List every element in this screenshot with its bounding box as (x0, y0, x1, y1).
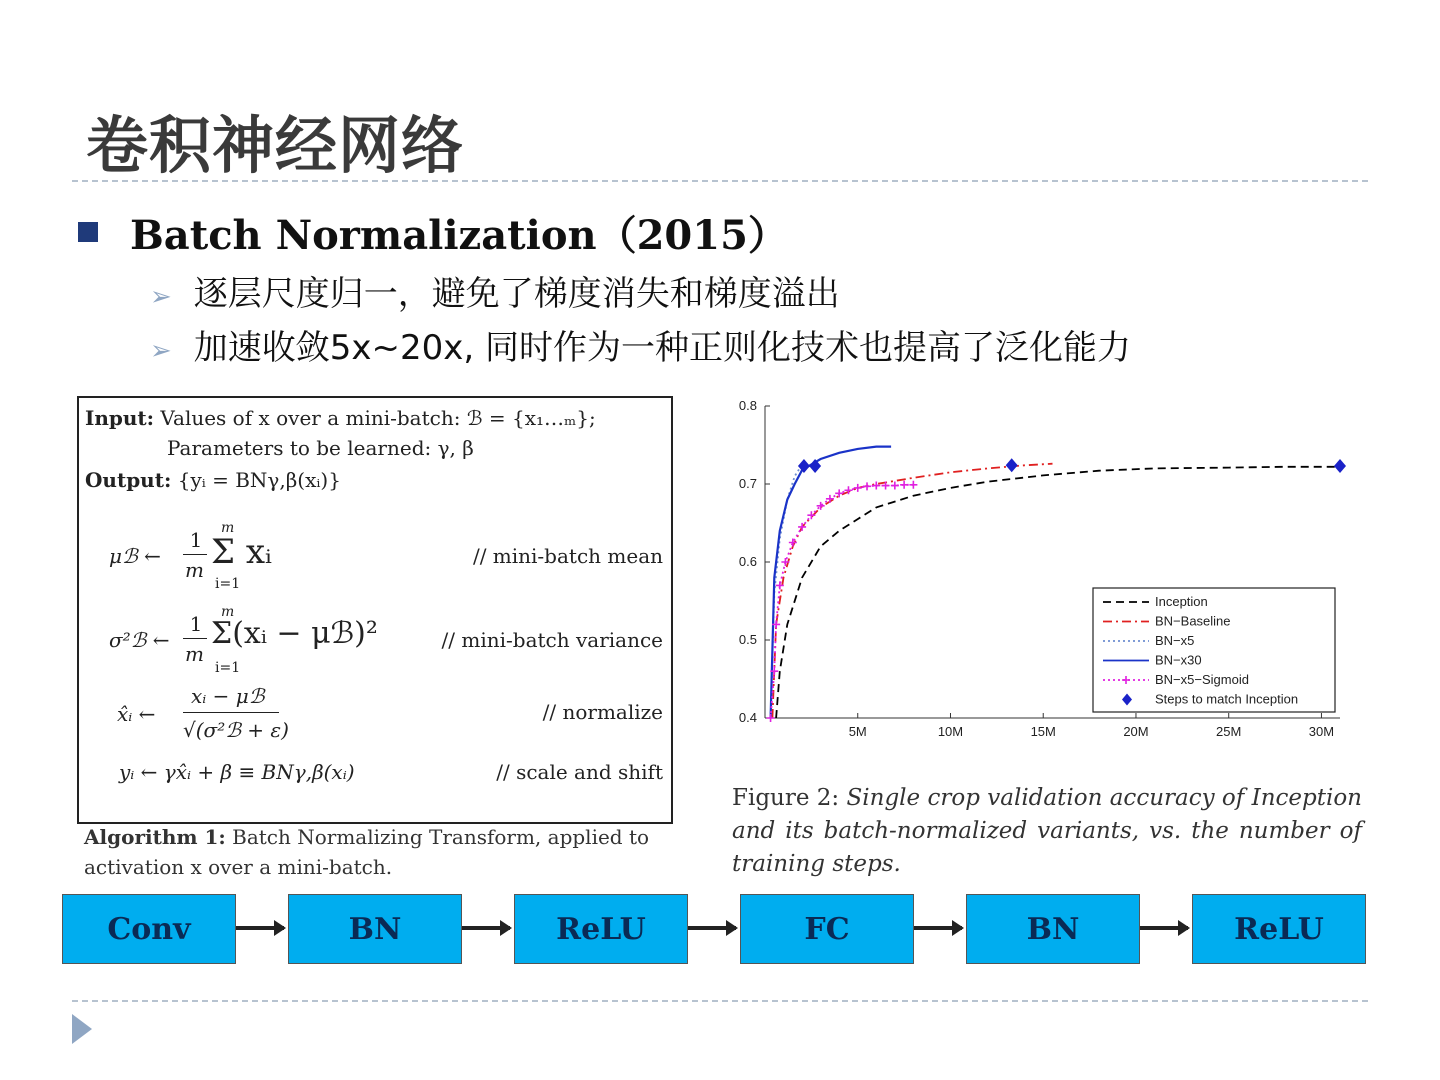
variance-lhs: σ²ℬ ← (109, 628, 170, 652)
output-label: Output: (85, 468, 172, 492)
next-slide-icon[interactable] (72, 1014, 92, 1044)
output-text: {yᵢ = BNγ,β(xᵢ)} (177, 468, 341, 492)
sigmoid-plus-marker (854, 484, 862, 492)
variance-formula: Σ(xᵢ − μℬ)² (211, 616, 378, 651)
algorithm-caption-label: Algorithm 1: (84, 825, 226, 849)
x-tick-label: 10M (937, 724, 964, 739)
sub-bullet-1 (150, 266, 840, 315)
variance-frac-num: 1 (189, 612, 203, 636)
x-tick-label: 20M (1123, 724, 1149, 739)
x-tick-label: 30M (1308, 724, 1335, 739)
normalize-comment: // normalize (542, 700, 663, 724)
flow-arrow (688, 926, 736, 930)
sigmoid-plus-marker (900, 481, 908, 489)
sigmoid-plus-marker (891, 482, 899, 490)
algorithm-caption (84, 822, 674, 882)
sigmoid-plus-marker (863, 482, 871, 490)
accuracy-chart (725, 392, 1355, 752)
bottom-divider (72, 1000, 1368, 1002)
sigmoid-plus-marker (789, 539, 797, 547)
y-tick-label: 0.5 (738, 632, 757, 647)
flow-box-relu-2: ReLU (1192, 894, 1366, 964)
section-heading: Batch Normalization（2015） (130, 212, 788, 259)
flow-box-fc: FC (740, 894, 914, 964)
scale-shift-comment: // scale and shift (496, 760, 663, 784)
match-inception-marker (1334, 459, 1346, 473)
sub-bullet-text: 逐层尺度归一，避免了梯度消失和梯度溢出 (193, 274, 840, 314)
legend-label: BN−x5−Sigmoid (1155, 672, 1249, 687)
flow-box-bn: BN (288, 894, 462, 964)
mean-sum-bot: i=1 (215, 576, 241, 592)
flow-arrow (1140, 926, 1188, 930)
x-tick-label: 5M (848, 724, 867, 739)
scale-shift-formula: yᵢ ← γx̂ᵢ + β ≡ BNγ,β(xᵢ) (119, 760, 355, 784)
match-inception-marker (809, 459, 821, 473)
algorithm-caption-text: Batch Normalizing Transform, applied to activation x over a mini-batch. (84, 825, 650, 879)
y-tick-label: 0.6 (738, 554, 757, 569)
variance-frac-bar (183, 638, 207, 639)
sub-bullet-text: 加速收敛5x~20x, 同时作为一种正则化技术也提高了泛化能力 (193, 328, 1132, 368)
sigmoid-plus-marker (807, 511, 815, 519)
x-tick-label: 15M (1030, 724, 1056, 739)
sigmoid-plus-marker (798, 523, 806, 531)
normalize-frac-bar (183, 712, 279, 713)
mean-formula: Σ xᵢ (211, 532, 272, 572)
figure-caption-text: Single crop validation accuracy of Inception and its batch-normalized variants, vs. the number of training steps. (732, 785, 1362, 877)
series-line-bn-x30 (771, 447, 892, 718)
sigmoid-plus-marker (909, 481, 917, 489)
variance-frac-den: m (185, 642, 204, 666)
sigmoid-plus-marker (835, 489, 843, 497)
legend-label: BN−x5 (1155, 633, 1195, 648)
y-tick-label: 0.7 (738, 476, 757, 491)
figure-caption-label: Figure 2: (732, 785, 840, 811)
variance-sum-top: m (221, 604, 235, 620)
normalize-frac-num: xᵢ − μℬ (191, 684, 265, 708)
arrow-bullet-icon: ➢ (150, 336, 172, 366)
figure-caption (732, 782, 1362, 881)
flow-box-conv: Conv (62, 894, 236, 964)
sub-bullet-2 (150, 320, 1131, 369)
mean-frac-den: m (185, 558, 204, 582)
flow-arrow (236, 926, 284, 930)
flow-arrow (914, 926, 962, 930)
top-divider (72, 180, 1368, 182)
mean-frac-num: 1 (189, 528, 203, 552)
algorithm-box (77, 396, 673, 824)
normalize-frac-den: √(σ²ℬ + ε) (183, 718, 289, 742)
y-tick-label: 0.8 (738, 398, 757, 413)
y-tick-label: 0.4 (738, 710, 757, 725)
slide-title: 卷积神经网络 (86, 109, 465, 182)
mean-sum-top: m (221, 520, 235, 536)
normalize-lhs: x̂ᵢ ← (117, 702, 156, 726)
legend-label: BN−x30 (1155, 652, 1202, 668)
legend-label: Steps to match Inception (1155, 691, 1299, 707)
arrow-bullet-icon: ➢ (150, 282, 172, 312)
match-inception-marker (1006, 458, 1018, 472)
mean-lhs: μℬ ← (109, 544, 161, 568)
match-inception-marker (798, 459, 810, 473)
variance-sum-bot: i=1 (215, 660, 241, 676)
x-tick-label: 25M (1216, 724, 1242, 739)
input-label: Input: (85, 406, 155, 430)
flow-box-bn-2: BN (966, 894, 1140, 964)
flow-box-relu: ReLU (514, 894, 688, 964)
legend-label: Inception (1155, 594, 1208, 609)
params-text: Parameters to be learned: γ, β (167, 436, 474, 460)
variance-comment: // mini-batch variance (441, 628, 663, 652)
mean-comment: // mini-batch mean (472, 544, 663, 568)
legend-label: BN−Baseline (1155, 613, 1231, 629)
series-line-bn-x5-sigmoid (771, 485, 914, 718)
mean-frac-bar (183, 554, 207, 555)
flow-arrow (462, 926, 510, 930)
series-line-bn-baseline (772, 464, 1052, 718)
input-text: Values of x over a mini-batch: ℬ = {x₁…ₘ}; (160, 406, 596, 430)
square-bullet-icon (78, 222, 98, 242)
